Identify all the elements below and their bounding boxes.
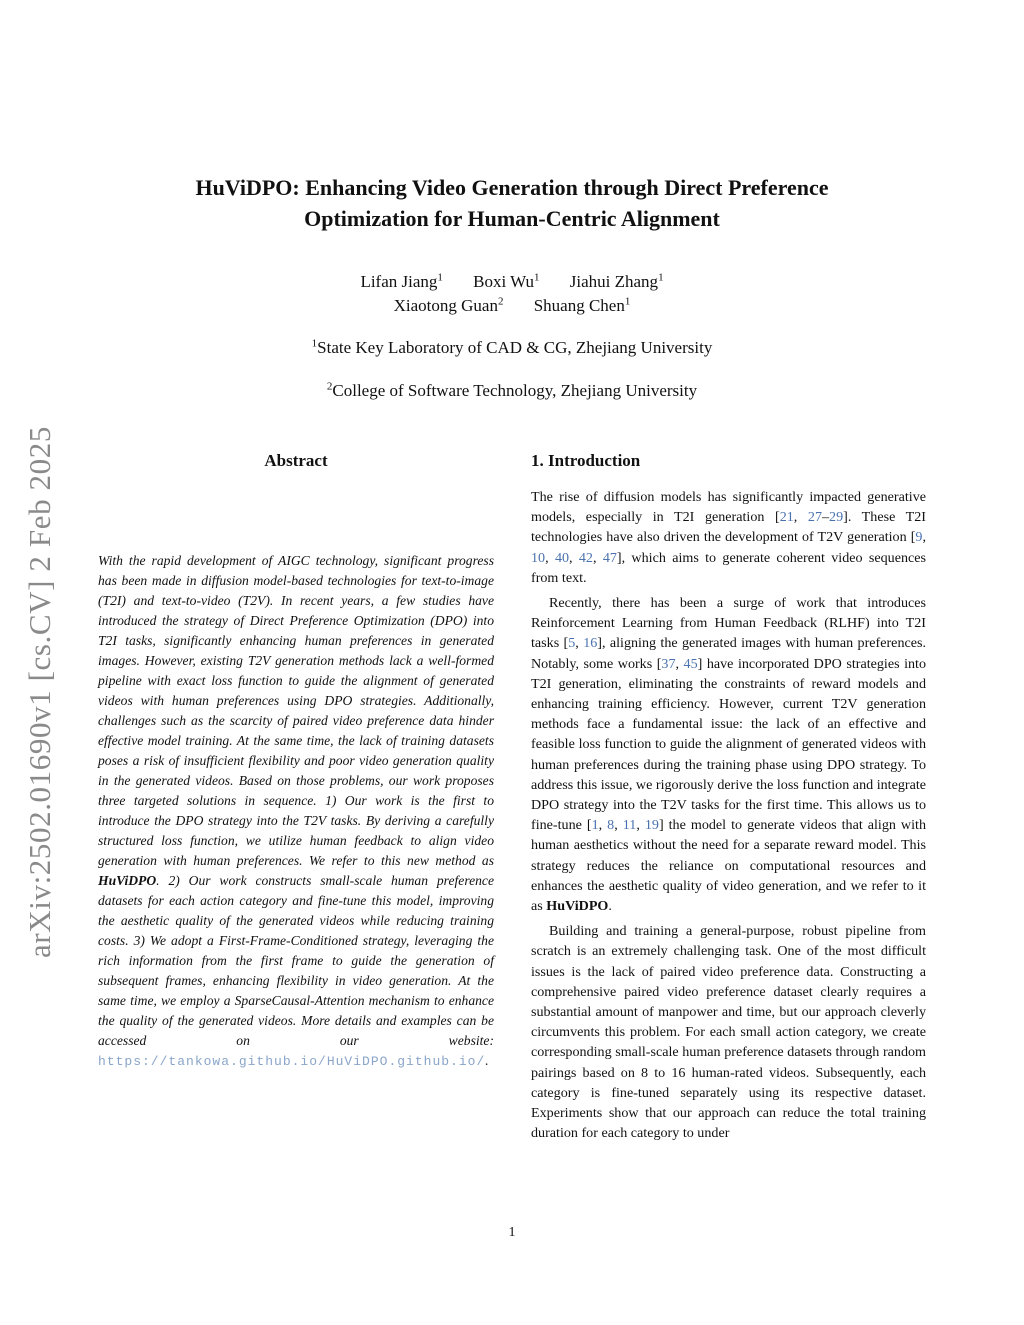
citation-link[interactable]: 47 [602, 549, 617, 566]
author: Lifan Jiang$^1$ [360, 271, 443, 291]
author-row-1 [130, 270, 894, 294]
project-url-link[interactable]: https://tankowa.github.io/HuViDPO.github.io/ [98, 1054, 486, 1069]
paper-title [130, 172, 894, 234]
intro-paragraph-2: Recently, there has been a surge of work that introduces Reinforcement Learning from Human Feedback (RLHF) into T2I tasks [5, 16], aligning the generated images with human preferences. Notably, some works [37, 45] have incorporated DPO strategies into T2I generation, eliminating the constraints of reward models and enhancing training efficiency. However, current T2V generation methods face a fundamental issue: the lack of an effective and feasible loss function to guide the alignment of generated videos with human preferences during the training phase using DPO strategy. To address this issue, we rigorously derive the loss function and integrate DPO strategy into the T2V tasks for the first time. This allows us to fine-tune [1, 8, 11, 19] the model to generate videos that align with human aesthetics without the need for a separate reward model. This strategy reduces the reliance on computational resources and enhances the aesthetic quality of video generation, and we refer to it as HuViDPO. [531, 595, 927, 915]
abstract-body: With the rapid development of AIGC technology, significant progress has been made in diffusion model-based technologies for text-to-image (T2I) and text-to-video (T2V). In recent years, a few studies have introduced the strategy of Direct Preference Optimization (DPO) into T2I tasks, significantly enhancing human preferences in generated images. However, existing T2V generation methods lack a well-formed pipeline with exact loss function to guide the alignment of generated videos with human preferences using DPO strategies. Additionally, challenges such as the scarcity of paired video preference data hinder effective model training. At the same time, the lack of training datasets poses a risk of insufficient flexibility and poor video generation quality in the generated videos. Based on those problems, our work proposes three targeted solutions in sequence. 1) Our work is the first to introduce the DPO strategy into the T2V tasks. By deriving a carefully structured loss function, we utilize human feedback to align video generation with human preferences. We refer to this new method as HuViDPO. 2) Our work constructs small-scale human preference datasets for each action category and fine-tune this model, improving the aesthetic quality of the generated videos while reducing training costs. 3) We adopt a First-Frame-Conditioned strategy, leveraging the rich information from the first frame to guide the generation of subsequent frames, enhancing flexibility in video generation. At the same time, we employ a SparseCausal-Attention mechanism to enhance the quality of the generated videos. More details and examples can be accessed on our website: https://tankowa.github.io/HuViDPO.github.io/. [98, 553, 494, 1069]
method-name: HuViDPO [98, 873, 157, 888]
citation-link[interactable]: 42 [578, 549, 593, 566]
affiliation-1: $^1$State Key Laboratory of CAD & CG, Zhejiang University [311, 337, 713, 357]
citation-link[interactable]: 27 [807, 509, 822, 526]
author: Boxi Wu$^1$ [473, 271, 540, 291]
citation-link[interactable]: 1 [591, 817, 599, 834]
introduction-heading: 1. Introduction [531, 451, 641, 470]
citation-link[interactable]: 8 [607, 817, 615, 834]
page-number: 1 [508, 1225, 516, 1240]
title-line-2: Optimization for Human-Centric Alignment [304, 206, 720, 231]
author: Xiaotong Guan$^2$ [393, 295, 504, 315]
citation-link[interactable]: 21 [779, 509, 794, 526]
citation-link[interactable]: 37 [661, 655, 676, 672]
title-line-1: HuViDPO: Enhancing Video Generation through Direct Preference [195, 175, 829, 200]
author-row-2 [130, 294, 894, 318]
citation-link[interactable]: 40 [554, 549, 570, 566]
affiliation-2: $^2$College of Software Technology, Zhejiang University [326, 380, 698, 400]
method-name: HuViDPO [546, 898, 609, 915]
citation-link[interactable]: 5 [568, 635, 576, 652]
citation-link[interactable]: 19 [644, 817, 659, 834]
abstract-heading: Abstract [264, 451, 328, 470]
intro-paragraph-1: The rise of diffusion models has significantly impacted generative models, especially in T2I generation [21, 27–29]. These T2I technologies have also driven the development of T2V generation [9, 10, 40, 42, 47], which aims to generate coherent video sequences from text. [531, 489, 927, 586]
citation-link[interactable]: 16 [583, 635, 598, 652]
introduction-body [531, 487, 926, 1149]
author-list [130, 270, 894, 318]
arxiv-stamp: arXiv:2502.01690v1 [cs.CV] 2 Feb 2025 [22, 426, 57, 958]
citation-link[interactable]: 29 [829, 509, 844, 526]
author: Shuang Chen$^1$ [533, 295, 631, 315]
citation-link[interactable]: 10 [531, 549, 546, 566]
intro-paragraph-3: Building and training a general-purpose, robust pipeline from scratch is an extremely challenging task. One of the most difficult issues is the lack of paired video preference data. Constructing a comprehensive paired video preference dataset clearly requires a substantial amount of manpower and time, but our approach cleverly circumvents this problem. For each small action category, we create corresponding small-scale human preference datasets through random pairings based on 8 to 16 human-rated videos. Subsequently, each category is fine-tuned separately using its respective dataset. Experiments show that our approach can reduce the total training duration for each category to under [531, 923, 926, 1142]
citation-link[interactable]: 45 [683, 655, 698, 672]
citation-link[interactable]: 11 [622, 817, 637, 834]
citation-link[interactable]: 9 [915, 529, 923, 546]
author: Jiahui Zhang$^1$ [569, 271, 664, 291]
